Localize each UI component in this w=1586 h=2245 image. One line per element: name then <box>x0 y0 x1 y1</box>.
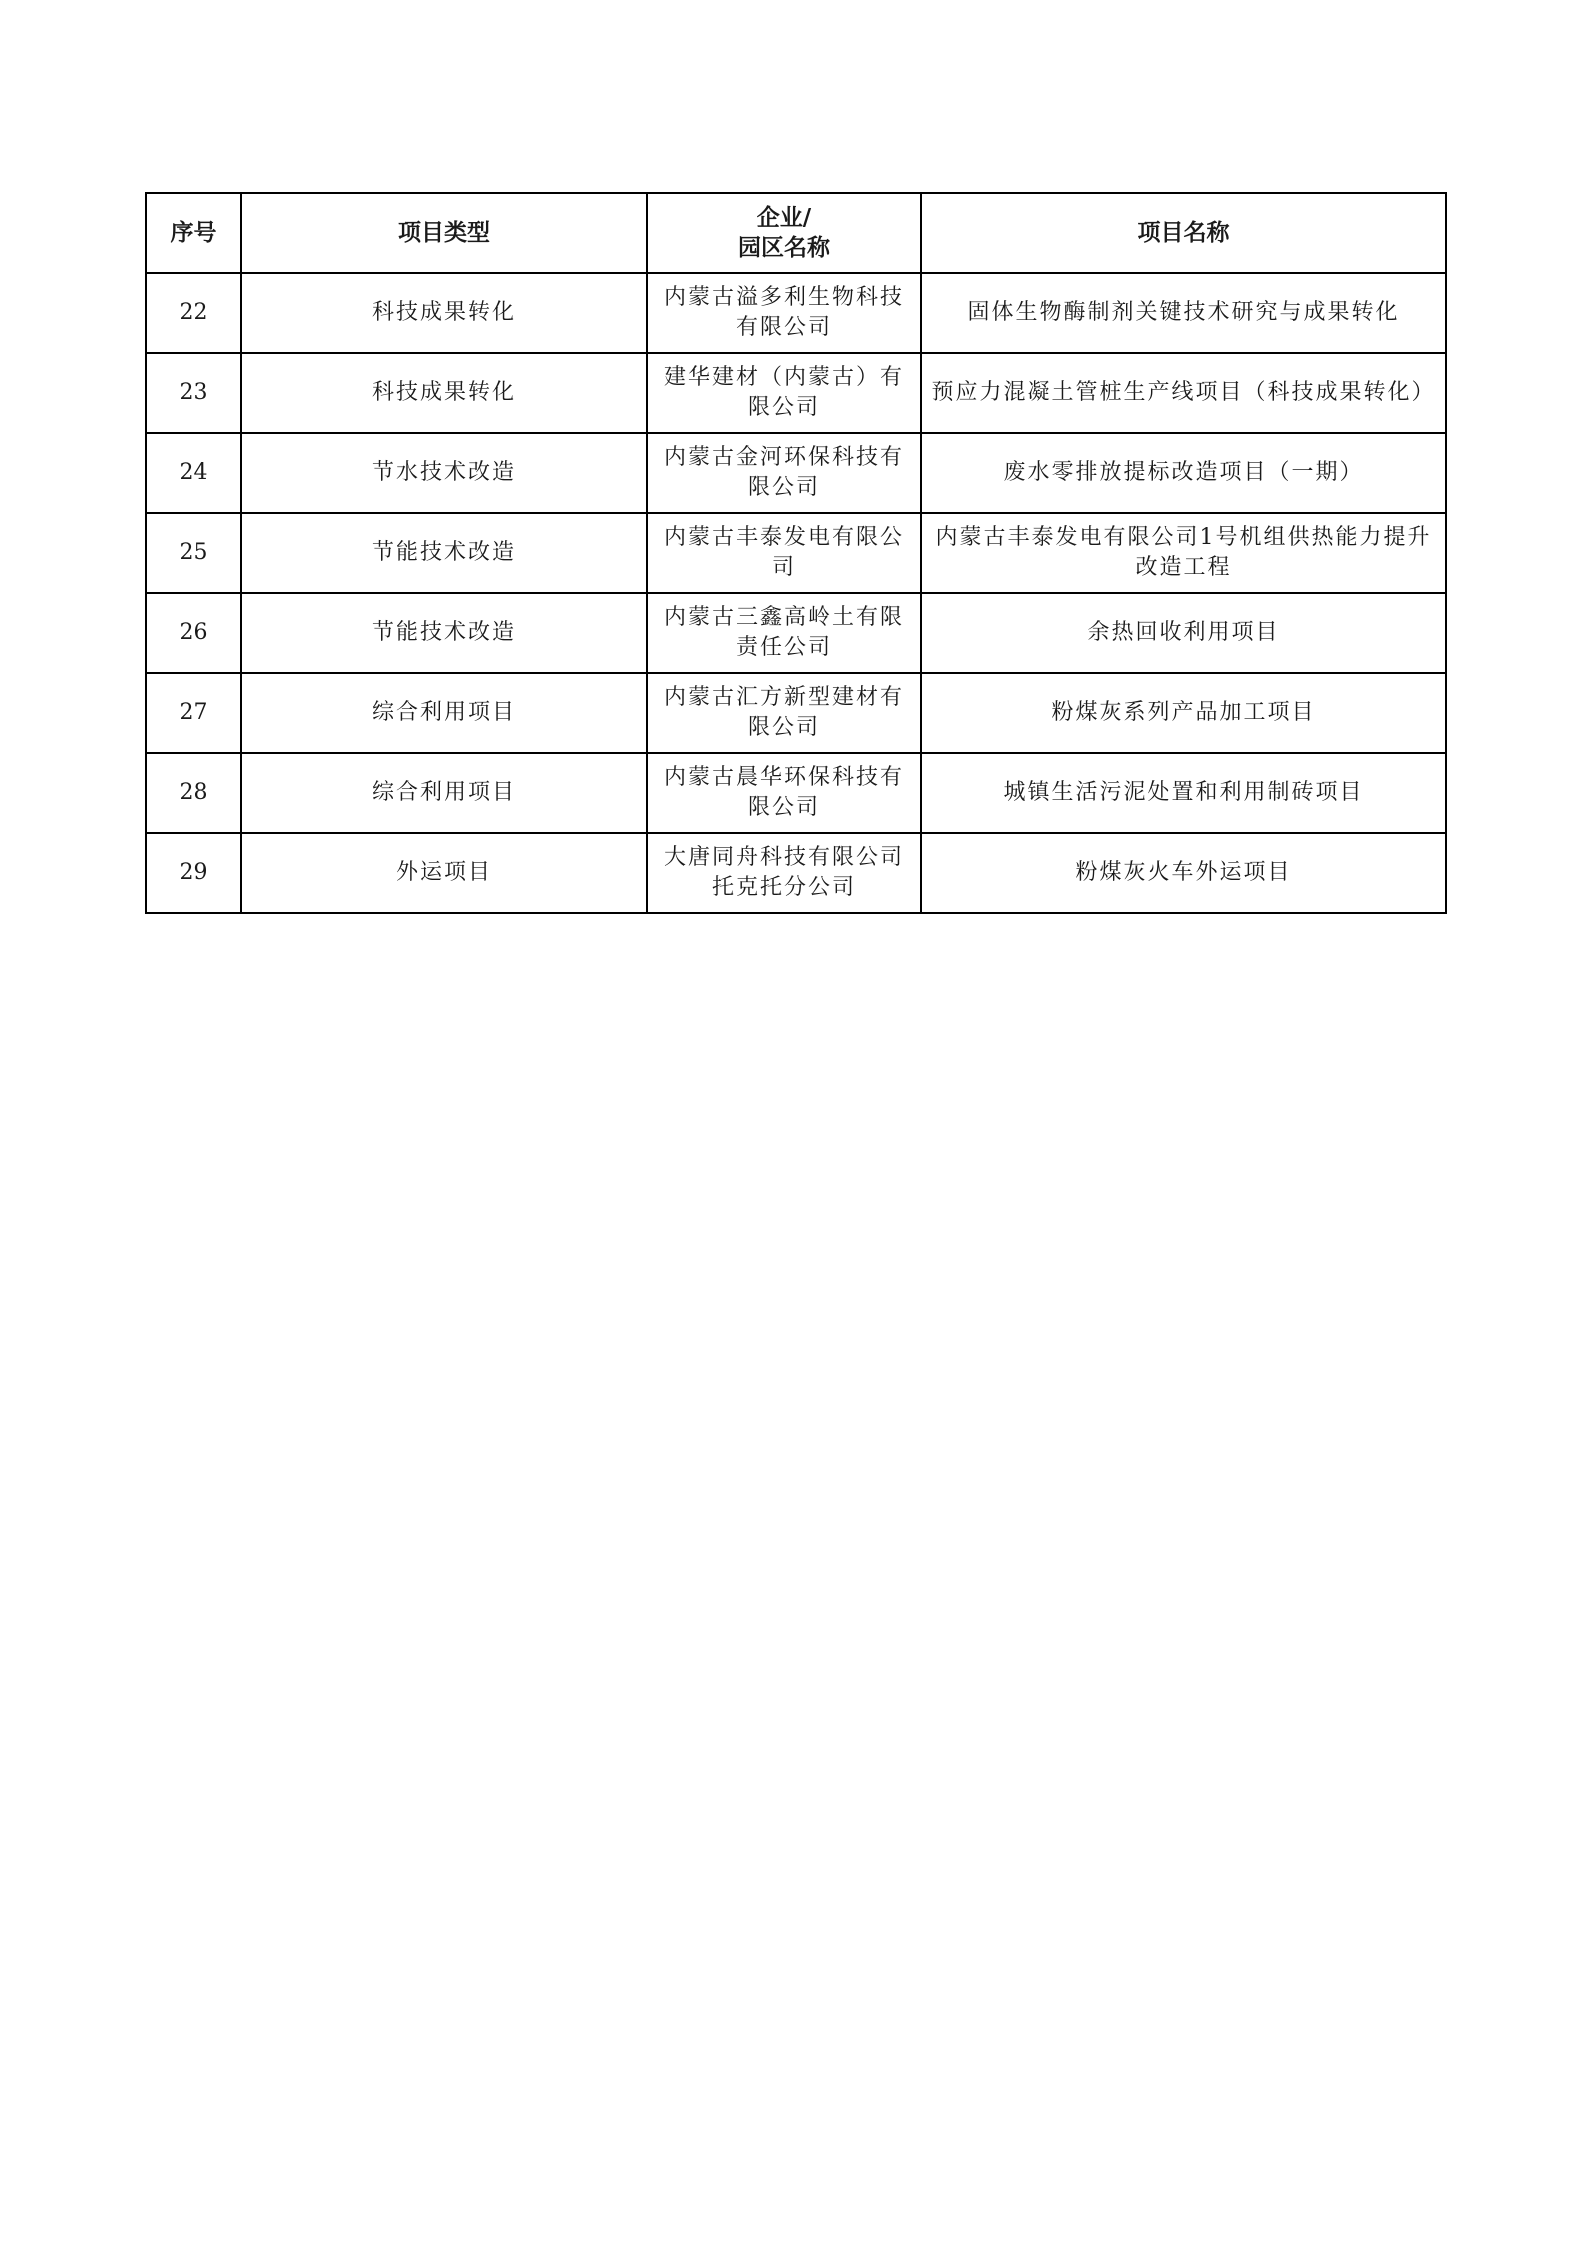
cell-type: 节水技术改造 <box>241 433 647 513</box>
cell-name: 城镇生活污泥处置和利用制砖项目 <box>921 753 1446 833</box>
table-row <box>146 673 1446 753</box>
cell-name: 余热回收利用项目 <box>921 593 1446 673</box>
cell-type: 科技成果转化 <box>241 273 647 353</box>
table-header-row <box>146 193 1446 273</box>
header-name: 项目名称 <box>921 193 1446 273</box>
table-row <box>146 433 1446 513</box>
table-row <box>146 353 1446 433</box>
table-row <box>146 753 1446 833</box>
cell-index: 24 <box>146 433 241 513</box>
cell-type: 节能技术改造 <box>241 513 647 593</box>
cell-type: 科技成果转化 <box>241 353 647 433</box>
header-company-line2: 园区名称 <box>738 235 830 261</box>
cell-name: 废水零排放提标改造项目（一期） <box>921 433 1446 513</box>
cell-index: 23 <box>146 353 241 433</box>
project-table <box>145 192 1447 914</box>
table-row <box>146 833 1446 913</box>
header-index: 序号 <box>146 193 241 273</box>
table-row <box>146 273 1446 353</box>
cell-company: 内蒙古丰泰发电有限公司 <box>647 513 921 593</box>
cell-index: 27 <box>146 673 241 753</box>
header-company-line1: 企业/ <box>756 205 812 231</box>
cell-type: 节能技术改造 <box>241 593 647 673</box>
header-type: 项目类型 <box>241 193 647 273</box>
cell-name: 内蒙古丰泰发电有限公司1号机组供热能力提升改造工程 <box>921 513 1446 593</box>
table-row <box>146 513 1446 593</box>
cell-index: 22 <box>146 273 241 353</box>
cell-company: 内蒙古金河环保科技有限公司 <box>647 433 921 513</box>
cell-type: 综合利用项目 <box>241 673 647 753</box>
cell-index: 29 <box>146 833 241 913</box>
cell-company: 内蒙古三鑫高岭土有限责任公司 <box>647 593 921 673</box>
cell-type: 综合利用项目 <box>241 753 647 833</box>
cell-name: 粉煤灰火车外运项目 <box>921 833 1446 913</box>
cell-company: 内蒙古溢多利生物科技有限公司 <box>647 273 921 353</box>
cell-company: 内蒙古汇方新型建材有限公司 <box>647 673 921 753</box>
cell-index: 26 <box>146 593 241 673</box>
cell-company: 内蒙古晨华环保科技有限公司 <box>647 753 921 833</box>
cell-company: 大唐同舟科技有限公司托克托分公司 <box>647 833 921 913</box>
cell-name: 固体生物酶制剂关键技术研究与成果转化 <box>921 273 1446 353</box>
cell-company: 建华建材（内蒙古）有限公司 <box>647 353 921 433</box>
cell-index: 28 <box>146 753 241 833</box>
cell-name: 预应力混凝土管桩生产线项目（科技成果转化） <box>921 353 1446 433</box>
cell-name: 粉煤灰系列产品加工项目 <box>921 673 1446 753</box>
table-row <box>146 593 1446 673</box>
header-company <box>647 193 921 273</box>
cell-type: 外运项目 <box>241 833 647 913</box>
cell-index: 25 <box>146 513 241 593</box>
